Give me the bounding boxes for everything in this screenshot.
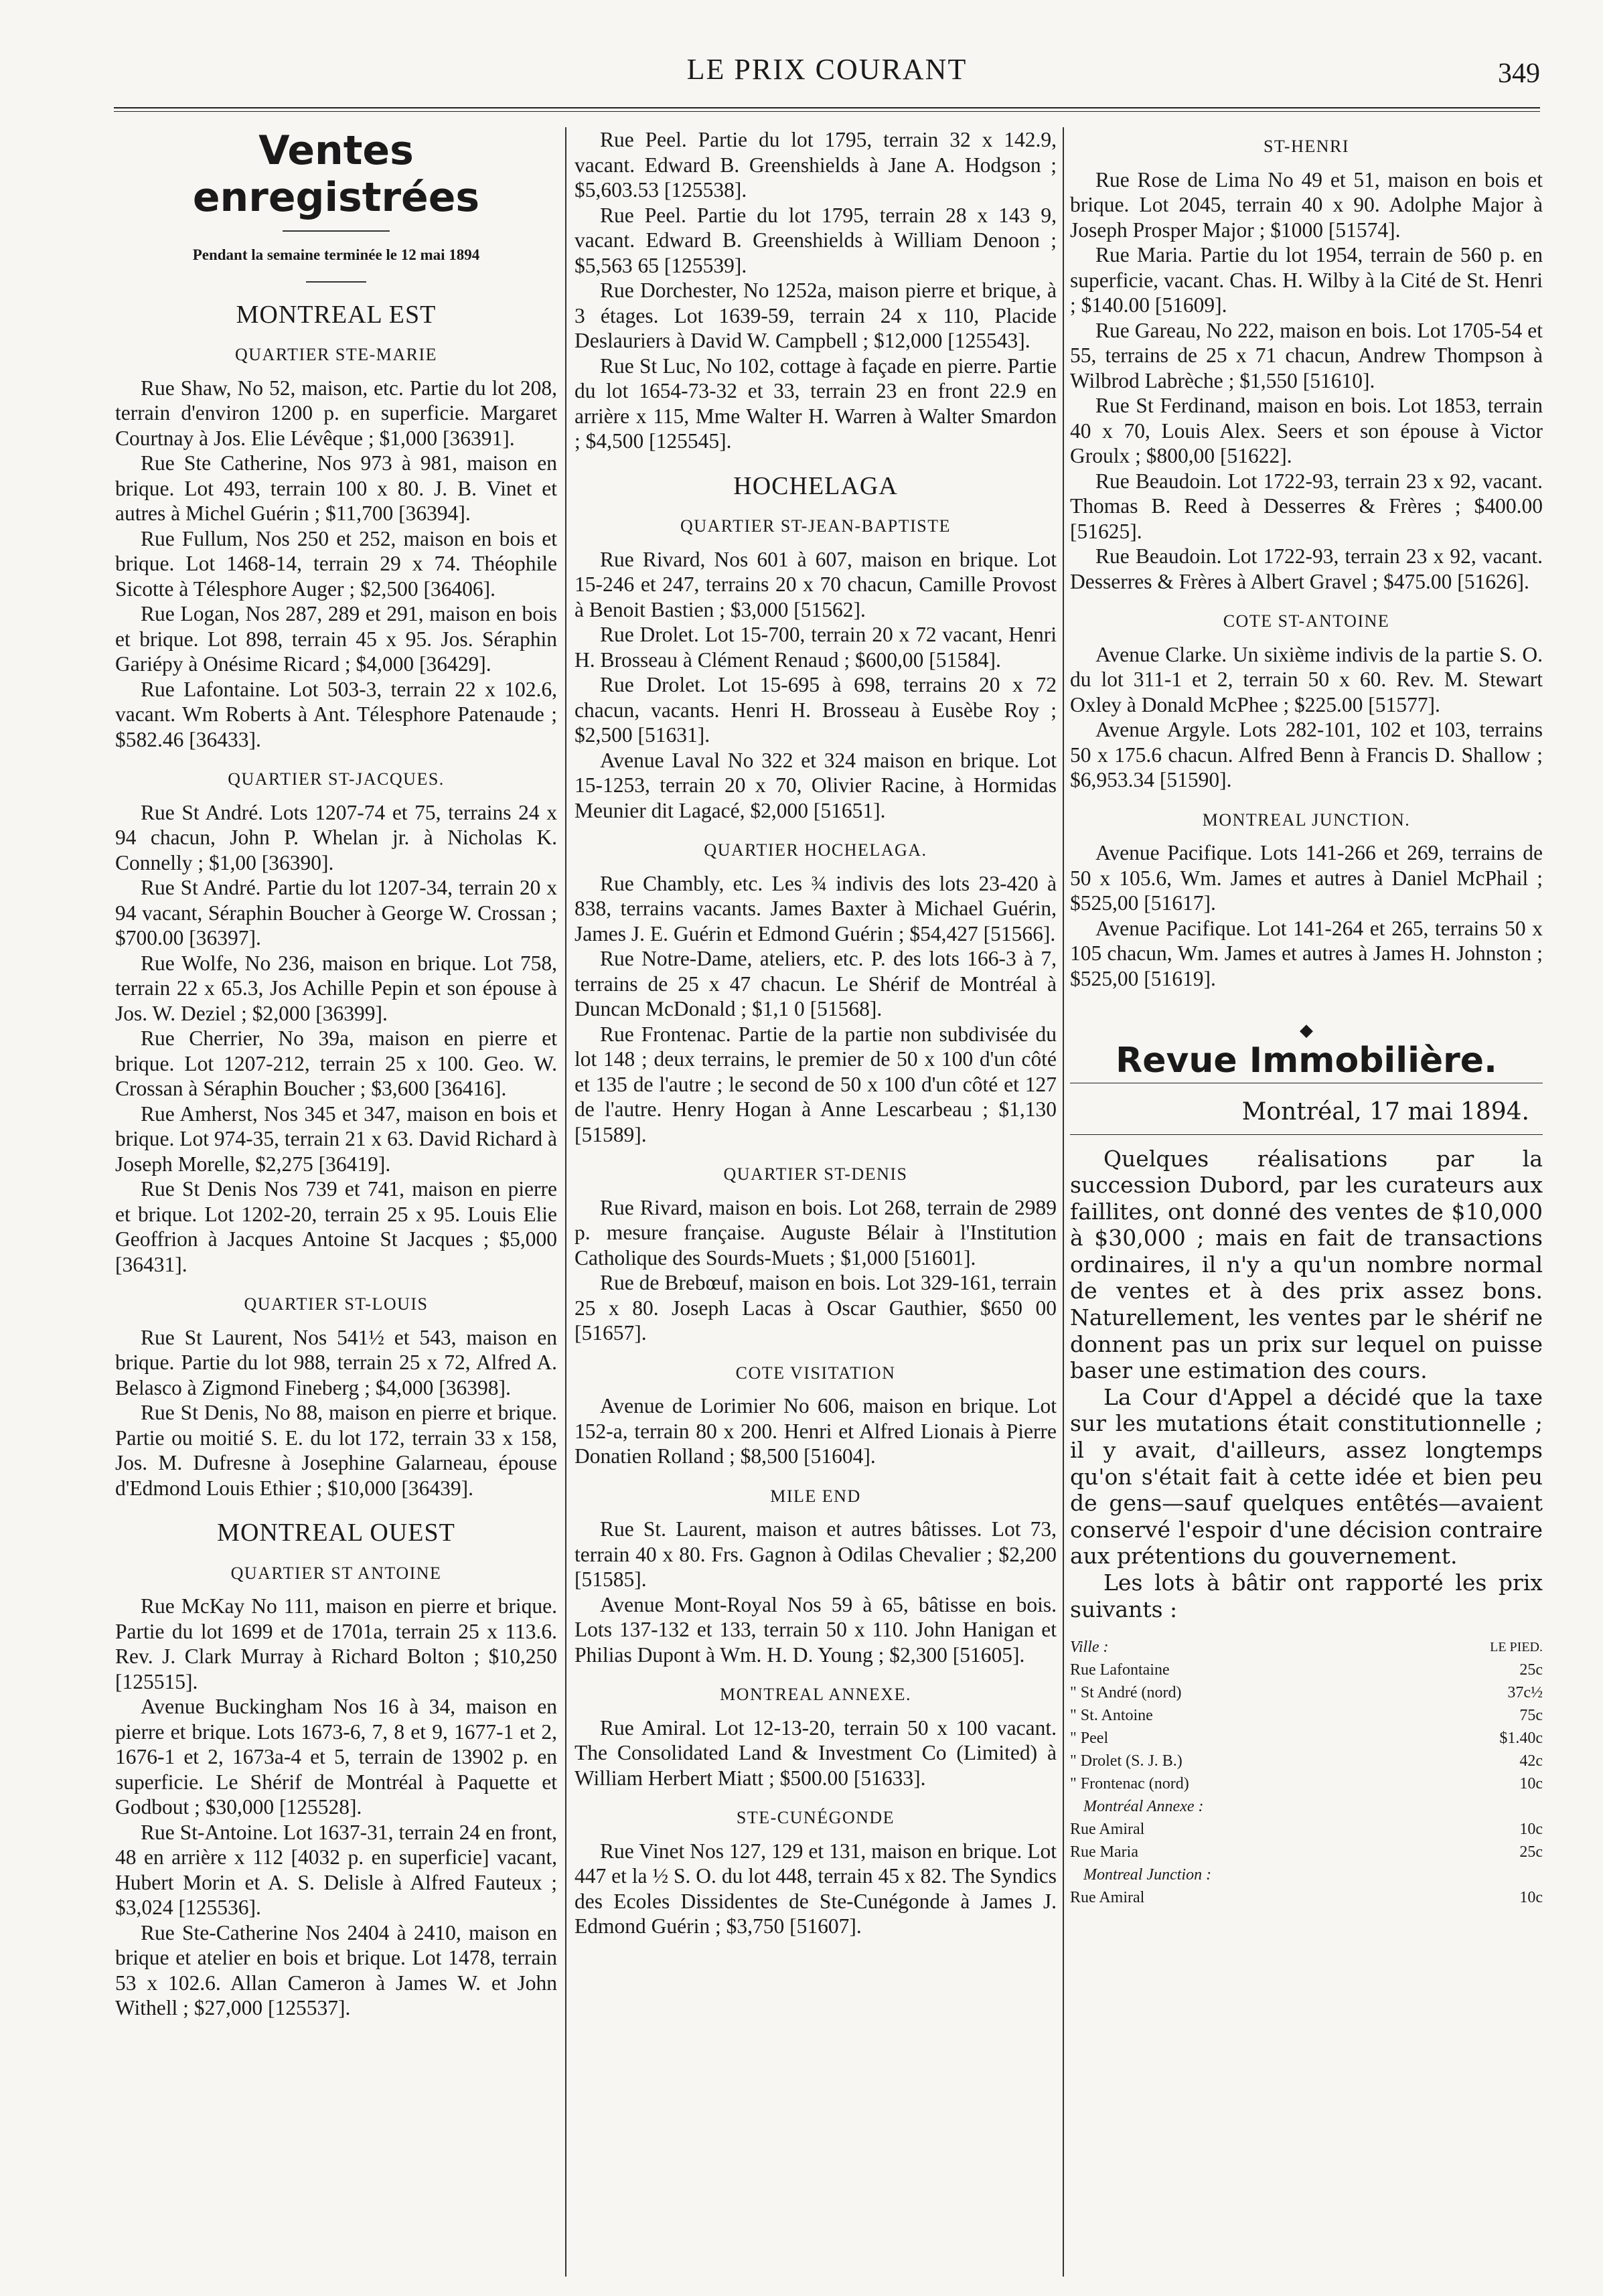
column-1 xyxy=(115,127,557,2021)
journal-title: LE PRIX COURANT xyxy=(686,53,968,86)
quarter-heading: QUARTIER STE-MARIE xyxy=(234,345,438,364)
street-name: " St André (nord) xyxy=(1070,1684,1182,1702)
quarter-heading: COTE VISITATION xyxy=(735,1363,896,1383)
page-header xyxy=(114,52,1540,99)
dateline-rule xyxy=(1070,1134,1543,1135)
section-title: Ventes enregistrées xyxy=(192,127,480,221)
sale-entry: Rue Amherst, Nos 345 et 347, maison en bois et brique. Lot 974-35, terrain 21 x 63. David Richard à Joseph Morelle, $2,275 [36419]. xyxy=(115,1101,557,1176)
sale-entry: Rue Cherrier, No 39a, maison en pierre et brique. Lot 1207-212, terrain 25 x 100. Geo. W. Crossan à Séraphin Boucher ; $3,600 [36416]. xyxy=(115,1026,557,1100)
sale-entry: Rue St Denis Nos 739 et 741, maison en pierre et brique. Lot 1202-20, terrain 25 x 95. Louis Elie Geoffrion à Jacques Antoine St Jacques ; $5,000 [36431]. xyxy=(115,1177,557,1276)
price-value: 37c½ xyxy=(1507,1684,1543,1702)
sale-entry: Rue Shaw, No 52, maison, etc. Partie du lot 208, terrain d'environ 1200 p. en superficie. Margaret Courtnay à Jos. Elie Lévêque ; $1,000 [36391]. xyxy=(115,376,557,450)
street-name: " St. Antoine xyxy=(1070,1707,1153,1725)
table-row xyxy=(1070,1750,1543,1772)
sale-entry: Rue Vinet Nos 127, 129 et 131, maison en brique. Lot 447 et la ½ S. O. du lot 448, terrain 45 x 82. The Syndics des Ecoles Dissidentes de Ste-Cunégonde à James J. Edmond Guérin ; $3,750 [51607]. xyxy=(575,1839,1057,1938)
table-header-lepied: LE PIED. xyxy=(1490,1640,1543,1655)
sale-entry: Rue Amiral. Lot 12-13-20, terrain 50 x 100 vacant. The Consolidated Land & Investment Co (Limited) à William Herbert Miatt ; $500.00 [51633]. xyxy=(575,1715,1057,1790)
quarter-heading: QUARTIER ST-DENIS xyxy=(723,1164,908,1184)
sale-entry: Rue Ste-Catherine Nos 2404 à 2410, maison en brique et atelier en bois et brique. Lot 1478, terrain 53 x 102.6. Allan Cameron à James W. et John Withell ; $27,000 [125537]. xyxy=(115,1920,557,2019)
revue-article xyxy=(1070,1146,1543,1623)
table-row xyxy=(1070,1772,1543,1795)
sale-entry: Rue Chambly, etc. Les ¾ indivis des lots 23-420 à 838, terrains vacants. James Baxter à Michael Guérin, James J. E. Guérin et Edmond Guérin ; $54,427 [51566]. xyxy=(575,871,1057,945)
sale-entry: Rue St Laurent, Nos 541½ et 543, maison en brique. Partie du lot 988, terrain 25 x 72, Alfred A. Belasco à Zigmond Fineberg ; $4,000 [36398]. xyxy=(115,1325,557,1399)
street-name: Rue Amiral xyxy=(1070,1821,1145,1839)
subtitle-rule xyxy=(306,281,366,283)
table-row xyxy=(1070,1681,1543,1704)
sale-entry: Rue Logan, Nos 287, 289 et 291, maison en bois et brique. Lot 898, terrain 45 x 95. Jos. Séraphin Gariépy à Onésime Ricard ; $4,000 [36429]. xyxy=(115,602,557,676)
quarter-heading: QUARTIER ST-LOUIS xyxy=(244,1294,429,1314)
sale-entry: Rue Frontenac. Partie de la partie non subdivisée du lot 148 ; deux terrains, le premier de 50 x 100 d'un côté et 135 de l'autre ; le second de 50 x 100 d'un côté et 127 de l'autre. Henry Hogan à Anne Lescarbeau ; $1,130 [51589]. xyxy=(575,1022,1057,1146)
sale-entry: Rue Peel. Partie du lot 1795, terrain 32 x 142.9, vacant. Edward B. Greenshields à Jane A. Hodgson ; $5,603.53 [125538]. xyxy=(575,128,1057,202)
header-rule-thin xyxy=(114,111,1540,112)
sale-entry: Avenue Buckingham Nos 16 à 34, maison en pierre et brique. Lots 1673-6, 7, 8 et 9, 1677-1 et 2, 1676-1 et 2, 1673a-4 et 5, terrain de 13902 p. en superficie. Le Shérif de Montréal à Paquette et Godbout ; $30,000 [125528]. xyxy=(115,1695,557,1819)
sale-entry: Rue McKay No 111, maison en pierre et brique. Partie du lot 1699 et de 1701a, terrain 25 x 113.6. Rev. J. Clark Murray à Richard Bolton ; $10,250 [125515]. xyxy=(115,1594,557,1693)
column-2 xyxy=(575,127,1057,1939)
quarter-heading: STE-CUNÉGONDE xyxy=(736,1808,895,1827)
page-number: 349 xyxy=(1498,58,1540,89)
revue-title: Revue Immobilière. xyxy=(1116,1040,1497,1081)
district-heading: HOCHELAGA xyxy=(733,471,898,500)
quarter-heading: QUARTIER ST ANTOINE xyxy=(230,1563,442,1583)
sale-entry: Rue St André. Lots 1207-74 et 75, terrains 24 x 94 chacun, John P. Whelan jr. à Nicholas K. Connelly ; $1,00 [36390]. xyxy=(115,800,557,874)
quarter-heading: QUARTIER HOCHELAGA. xyxy=(704,840,927,860)
sale-entry: Rue Rivard, Nos 601 à 607, maison en brique. Lot 15-246 et 247, terrains 20 x 70 chacun, Camille Provost à Benoit Bastien ; $3,000 [51562]. xyxy=(575,547,1057,621)
price-value: 75c xyxy=(1519,1707,1543,1725)
title-rule xyxy=(283,230,390,232)
price-value: 10c xyxy=(1519,1775,1543,1793)
sale-entry: Rue St Denis, No 88, maison en pierre et brique. Partie ou moitié S. E. du lot 172, terrain 33 x 158, Jos. M. Dufresne à Josephine Galarneau, épouse d'Edmond Louis Ethier ; $10,000 [36439]. xyxy=(115,1401,557,1500)
table-row xyxy=(1070,1841,1543,1863)
table-row xyxy=(1070,1818,1543,1841)
price-value: 25c xyxy=(1519,1661,1543,1679)
sale-entry: Avenue Clarke. Un sixième indivis de la partie S. O. du lot 311-1 et 2, terrain 50 x 60. Rev. M. Stewart Oxley à Donald McPhee ; $225.00 [51577]. xyxy=(1070,642,1543,716)
table-subheader: Montréal Annexe : xyxy=(1083,1798,1204,1816)
sale-entry: Rue St André. Partie du lot 1207-34, terrain 20 x 94 vacant, Séraphin Boucher à George W. Crossan ; $700.00 [36397]. xyxy=(115,876,557,949)
sale-entry: Rue Fullum, Nos 250 et 252, maison en bois et brique. Lot 1468-14, terrain 29 x 74. Théophile Sicotte à Télesphore Auger ; $2,500 [36406]. xyxy=(115,526,557,601)
article-paragraph: Quelques réalisations par la succession Dubord, par les curateurs aux faillites, ont donné des ventes de $10,000 à $30,000 ; mais en fait de transactions ordinaires, il n'y a qu'un nombre normal de ventes et à des prix assez bons. Naturellement, les ventes par le shérif ne donnent pas un prix sur lequel on puisse baser une estimation des cours. xyxy=(1070,1145,1543,1384)
table-row xyxy=(1070,1727,1543,1750)
sale-entry: Rue Beaudoin. Lot 1722-93, terrain 23 x 92, vacant. Thomas B. Reed à Desserres & Frères ; $400.00 [51625]. xyxy=(1070,469,1543,543)
sale-entry: Rue Notre-Dame, ateliers, etc. P. des lots 166-3 à 7, terrains de 25 x 47 chacun. Le Shérif de Montréal à Duncan McDonald ; $1,1 0 [51568]. xyxy=(575,947,1057,1020)
article-paragraph: La Cour d'Appel a décidé que la taxe sur les mutations était constitutionnelle ; il y avait, d'ailleurs, assez longtemps qu'on s'était fait à cette idée et bien peu de gens—sauf quelques entêtés—avaient conservé l'espoir d'une décision contraire aux prétentions du gouvernement. xyxy=(1070,1383,1543,1570)
quarter-heading: QUARTIER ST-JEAN-BAPTISTE xyxy=(680,516,951,536)
table-header-ville: Ville : xyxy=(1070,1638,1109,1657)
street-name: Rue Amiral xyxy=(1070,1889,1145,1907)
sale-entry: Avenue Mont-Royal Nos 59 à 65, bâtisse en bois. Lots 137-132 et 133, terrain 50 x 110. John Hanigan et Philias Dupont à Wm. H. D. Young ; $2,300 [51605]. xyxy=(575,1592,1057,1667)
header-rule xyxy=(114,107,1540,108)
column-divider-1 xyxy=(565,127,566,2277)
price-table xyxy=(1070,1636,1543,1909)
sale-entry: Rue de Brebœuf, maison en bois. Lot 329-161, terrain 25 x 80. Joseph Lacas à Oscar Gauthier, $650 00 [51657]. xyxy=(575,1271,1057,1345)
quarter-heading: MONTREAL JUNCTION. xyxy=(1202,810,1411,830)
street-name: Rue Maria xyxy=(1070,1843,1138,1861)
column-divider-2 xyxy=(1063,127,1064,2277)
sale-entry: Rue Ste Catherine, Nos 973 à 981, maison en brique. Lot 493, terrain 100 x 80. J. B. Vinet et autres à Michel Guérin ; $11,700 [36394]. xyxy=(115,451,557,525)
table-subheader-row xyxy=(1070,1863,1543,1886)
sale-entry: Rue Maria. Partie du lot 1954, terrain de 560 p. en superficie, vacant. Chas. H. Wilby à la Cité de St. Henri ; $140.00 [51609]. xyxy=(1070,243,1543,317)
article-paragraph: Les lots à bâtir ont rapporté les prix suivants : xyxy=(1070,1570,1543,1622)
sale-entry: Rue St Ferdinand, maison en bois. Lot 1853, terrain 40 x 70, Louis Alex. Seers et son épouse à Victor Groulx ; $800,00 [51622]. xyxy=(1070,394,1543,467)
sale-entry: Rue Rose de Lima No 49 et 51, maison en bois et brique. Lot 2045, terrain 40 x 90. Adolphe Major à Joseph Prosper Major ; $1000 [51574]. xyxy=(1070,167,1543,242)
quarter-heading: ST-HENRI xyxy=(1263,137,1350,156)
table-subheader-row xyxy=(1070,1795,1543,1818)
table-row xyxy=(1070,1659,1543,1681)
sale-entry: Rue St Luc, No 102, cottage à façade en pierre. Partie du lot 1654-73-32 et 33, terrain 23 en front 22.9 en arrière x 115, Mme Walter H. Warren à Walter Smardon ; $4,500 [125545]. xyxy=(575,354,1057,453)
district-heading: MONTREAL OUEST xyxy=(217,1519,455,1547)
street-name: " Peel xyxy=(1070,1730,1109,1748)
quarter-heading: MILE END xyxy=(770,1486,861,1506)
sale-entry: Rue St-Antoine. Lot 1637-31, terrain 24 en front, 48 en arrière x 112 [4032 p. en superficie] vacant, Hubert Morin et A. S. Delisle à Alfred Fauteux ; $3,024 [125536]. xyxy=(115,1820,557,1919)
price-value: 42c xyxy=(1519,1752,1543,1770)
sale-entry: Rue Dorchester, No 1252a, maison pierre et brique, à 3 étages. Lot 1639-59, terrain 24 x 110, Placide Deslauriers à David W. Campbell ; $12,000 [125543]. xyxy=(575,279,1057,352)
column-3 xyxy=(1070,127,1543,1909)
sale-entry: Rue Rivard, maison en bois. Lot 268, terrain de 2989 p. mesure française. Auguste Bélair à l'Institution Catholique des Sourds-Muets ; $1,000 [51601]. xyxy=(575,1195,1057,1270)
table-subheader: Montreal Junction : xyxy=(1083,1866,1212,1884)
sale-entry: Avenue Argyle. Lots 282-101, 102 et 103, terrains 50 x 175.6 chacun. Alfred Benn à Francis D. Shallow ; $6,953.34 [51590]. xyxy=(1070,718,1543,791)
street-name: " Drolet (S. J. B.) xyxy=(1070,1752,1182,1770)
street-name: Rue Lafontaine xyxy=(1070,1661,1170,1679)
sale-entry: Rue Wolfe, No 236, maison en brique. Lot 758, terrain 22 x 65.3, Jos Achille Pepin et son épouse à Jos. W. Deziel ; $2,000 [36399]. xyxy=(115,951,557,1025)
price-value: $1.40c xyxy=(1499,1730,1543,1748)
sale-entry: Rue Lafontaine. Lot 503-3, terrain 22 x 102.6, vacant. Wm Roberts à Ant. Télesphore Patenaude ; $582.46 [36433]. xyxy=(115,677,557,751)
sale-entry: Avenue de Lorimier No 606, maison en brique. Lot 152-a, terrain 80 x 200. Henri et Alfred Lionais à Pierre Donatien Rolland ; $8,500 [51604]. xyxy=(575,1394,1057,1468)
table-row xyxy=(1070,1704,1543,1727)
district-heading: MONTREAL EST xyxy=(236,300,437,329)
quarter-heading: COTE ST-ANTOINE xyxy=(1223,611,1390,631)
sale-entry: Rue Drolet. Lot 15-695 à 698, terrains 20 x 72 chacun, vacants. Henri H. Brosseau à Eusèbe Roy ; $2,500 [51631]. xyxy=(575,673,1057,747)
quarter-heading: QUARTIER ST-JACQUES. xyxy=(228,769,445,789)
sale-entry: Avenue Laval No 322 et 324 maison en brique. Lot 15-1253, terrain 20 x 70, Olivier Racine, à Hormidas Meunier dit Lagacé, $2,000 [51651]. xyxy=(575,748,1057,822)
sale-entry: Avenue Pacifique. Lot 141-264 et 265, terrains 50 x 105 chacun, Wm. James et autres à James H. Johnston ; $525,00 [51619]. xyxy=(1070,916,1543,990)
price-value: 10c xyxy=(1519,1889,1543,1907)
quarter-heading: MONTREAL ANNEXE. xyxy=(720,1685,911,1704)
sale-entry: Rue Peel. Partie du lot 1795, terrain 28 x 143 9, vacant. Edward B. Greenshields à William Denoon ; $5,563 65 [125539]. xyxy=(575,203,1057,277)
sale-entry: Rue Gareau, No 222, maison en bois. Lot 1705-54 et 55, terrains de 25 x 71 chacun, Andrew Thompson à Wilbrod Labrèche ; $1,550 [51610]. xyxy=(1070,318,1543,392)
street-name: " Frontenac (nord) xyxy=(1070,1775,1189,1793)
sale-entry: Rue Drolet. Lot 15-700, terrain 20 x 72 vacant, Henri H. Brosseau à Clément Renaud ; $600,00 [51584]. xyxy=(575,623,1057,672)
dateline: Montréal, 17 mai 1894. xyxy=(1241,1098,1529,1126)
price-value: 25c xyxy=(1519,1843,1543,1861)
week-subtitle: Pendant la semaine terminée le 12 mai 1894 xyxy=(192,246,480,263)
table-header-row xyxy=(1070,1636,1543,1659)
sale-entry: Rue Beaudoin. Lot 1722-93, terrain 23 x 92, vacant. Desserres & Frères à Albert Gravel ; $475.00 [51626]. xyxy=(1070,544,1543,593)
table-row xyxy=(1070,1886,1543,1909)
price-value: 10c xyxy=(1519,1821,1543,1839)
sale-entry: Avenue Pacifique. Lots 141-266 et 269, terrains de 50 x 105.6, Wm. James et autres à Daniel McPhail ; $525,00 [51617]. xyxy=(1070,841,1543,915)
ornament-icon: ◆ xyxy=(1300,1020,1313,1040)
sale-entry: Rue St. Laurent, maison et autres bâtisses. Lot 73, terrain 40 x 80. Frs. Gagnon à Odilas Chevalier ; $2,200 [51585]. xyxy=(575,1517,1057,1591)
